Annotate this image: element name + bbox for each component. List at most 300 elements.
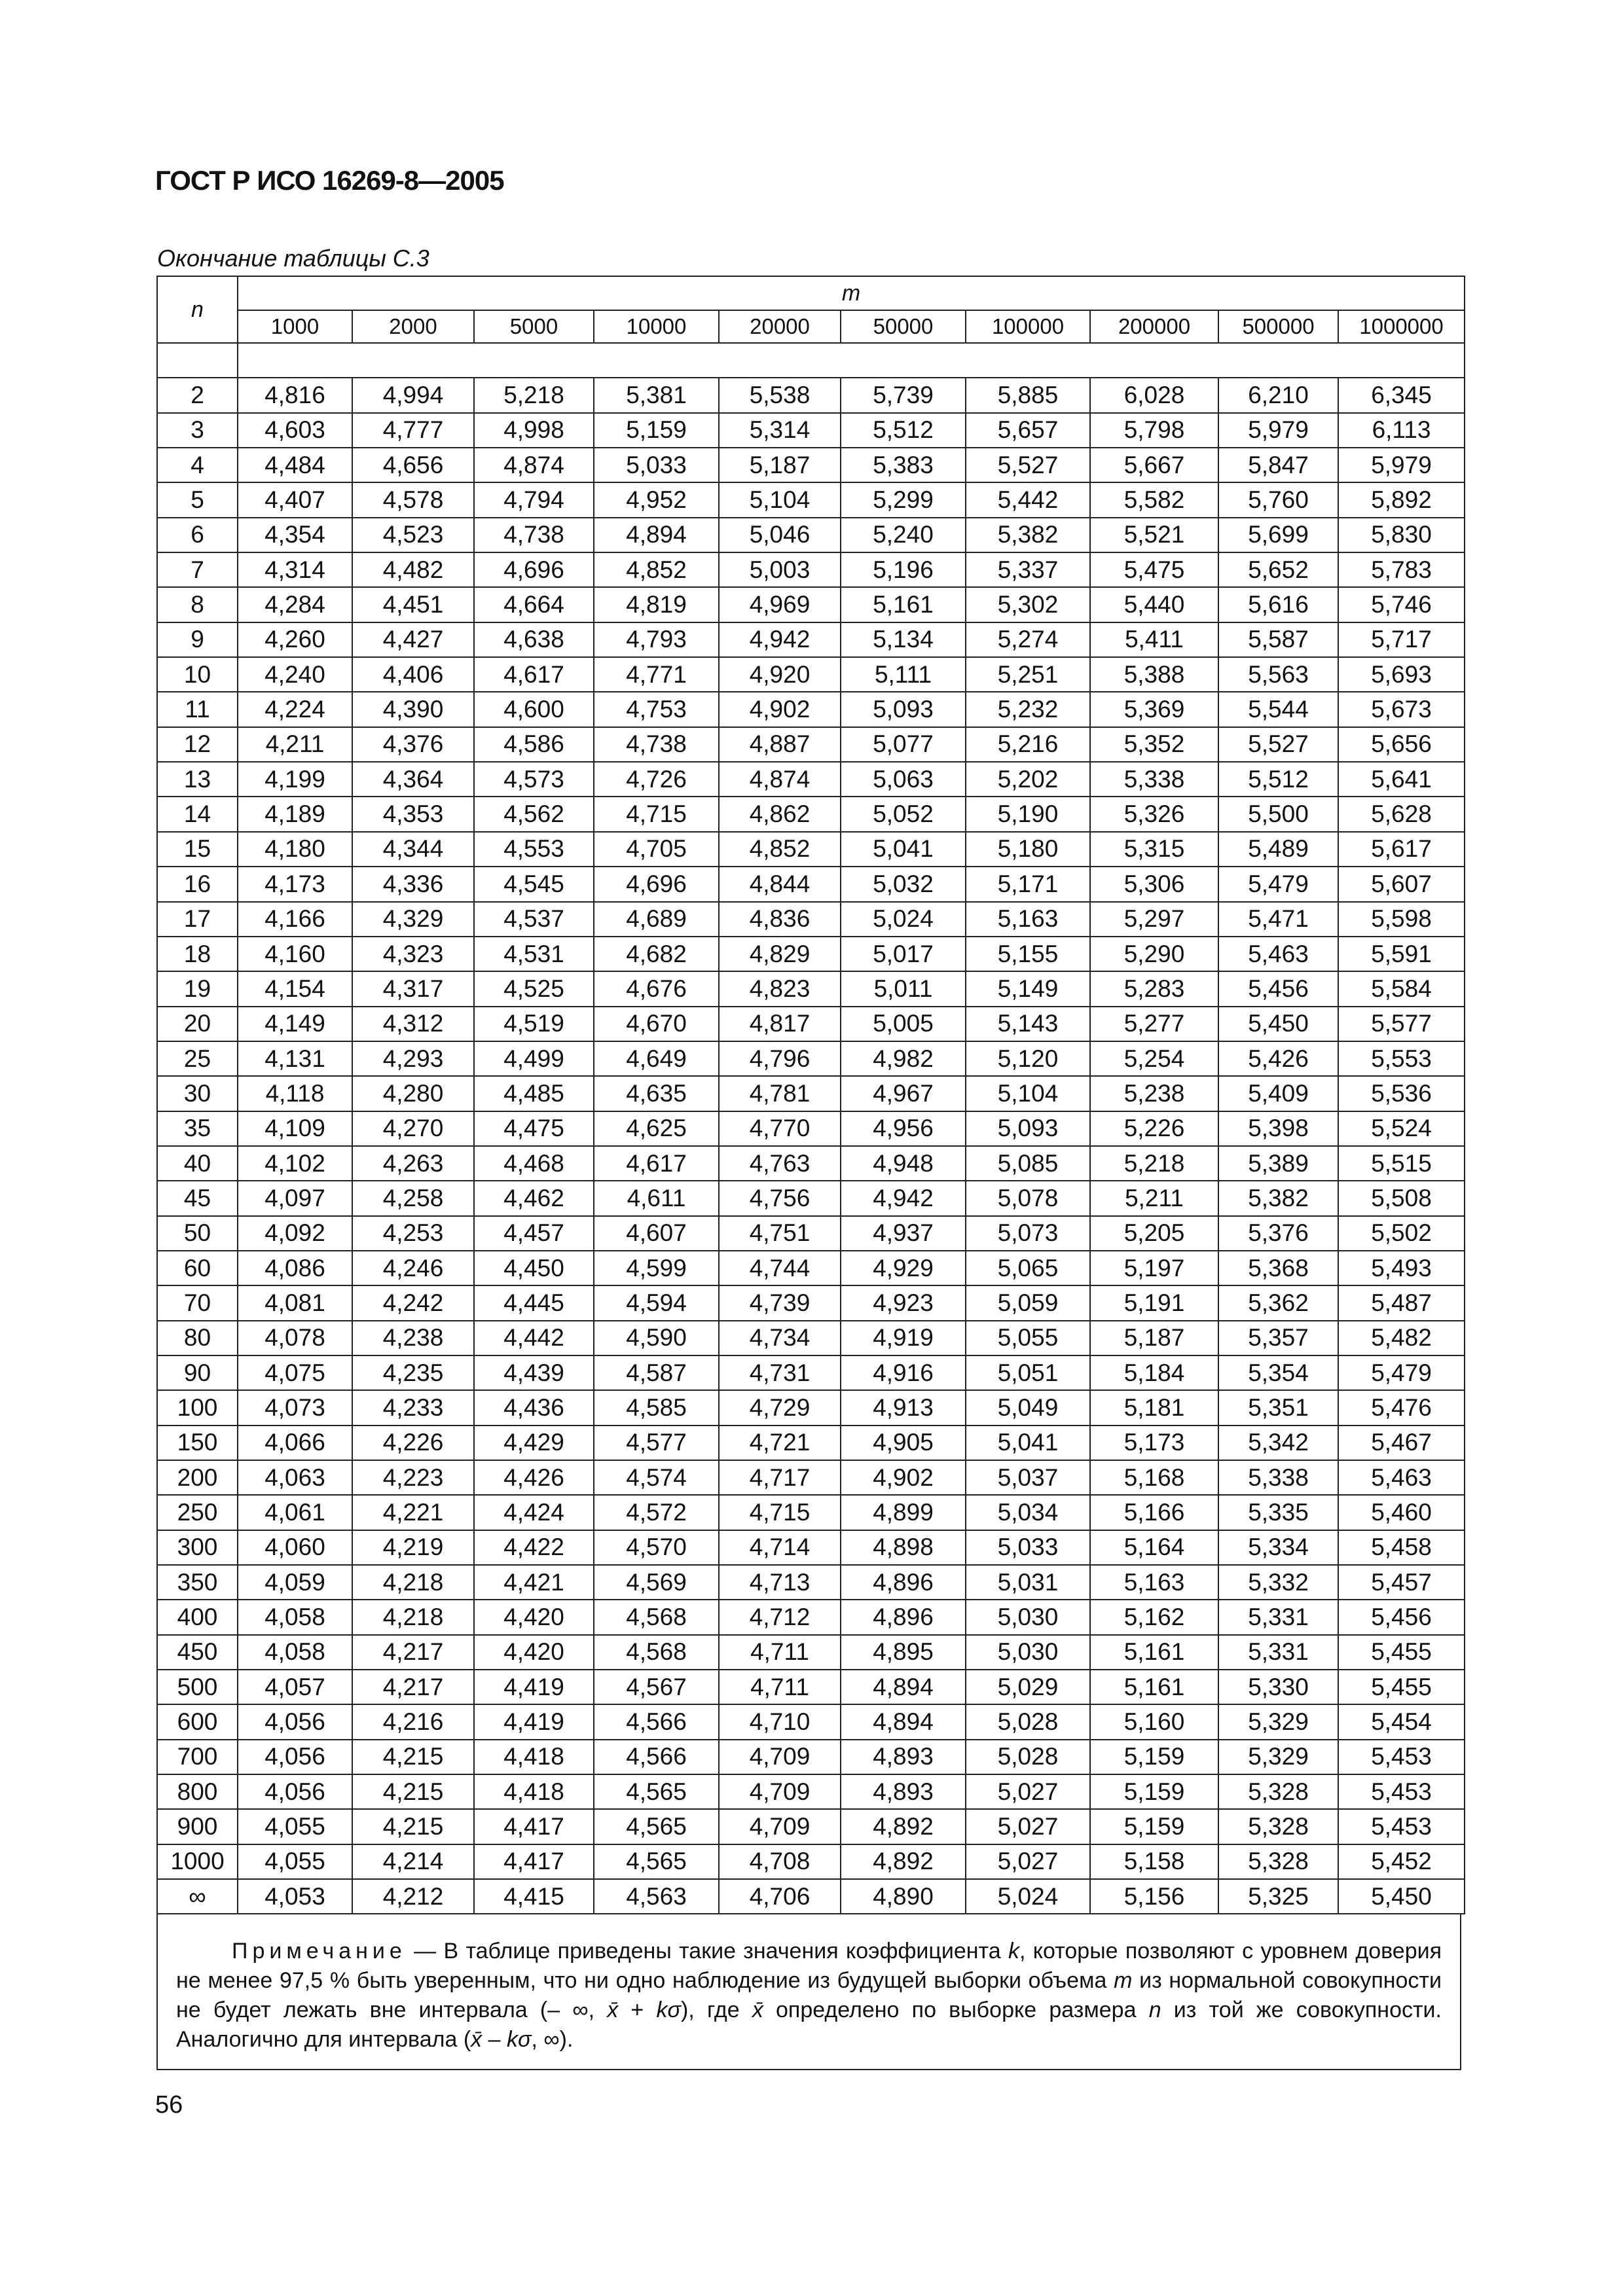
- table-cell: 4,056: [238, 1740, 352, 1774]
- table-cell: 4,563: [594, 1879, 719, 1914]
- table-cell: 4,794: [474, 482, 594, 517]
- table-cell: 4,771: [594, 657, 719, 692]
- table-row: [157, 1146, 1465, 1181]
- table-cell: 5,334: [1218, 1530, 1338, 1565]
- table-row: [157, 448, 1465, 482]
- table-cell: 5,166: [1090, 1495, 1218, 1530]
- table-cell: 4,525: [474, 971, 594, 1006]
- table-cell: 4,590: [594, 1321, 719, 1355]
- table-row: [157, 1355, 1465, 1390]
- table-cell: 5,159: [594, 413, 719, 448]
- table-cell: 4,056: [238, 1704, 352, 1739]
- table-cell: 4,796: [719, 1041, 841, 1076]
- table-row: [157, 797, 1465, 831]
- table-cell: 5,161: [1090, 1635, 1218, 1670]
- table-cell: 5,073: [966, 1216, 1090, 1251]
- table-cell: 5,337: [966, 552, 1090, 587]
- row-label-n: 300: [157, 1530, 238, 1565]
- table-cell: 5,455: [1338, 1635, 1465, 1670]
- table-cell: 4,770: [719, 1111, 841, 1146]
- table-cell: 4,312: [352, 1007, 474, 1041]
- table-cell: 4,763: [719, 1146, 841, 1181]
- row-label-n: 40: [157, 1146, 238, 1181]
- note-xbar: x̄: [752, 1998, 763, 2023]
- table-cell: 5,328: [1218, 1844, 1338, 1879]
- coefficient-table: [156, 276, 1465, 1914]
- column-header: 20000: [719, 310, 841, 343]
- table-cell: 4,676: [594, 971, 719, 1006]
- table-cell: 4,131: [238, 1041, 352, 1076]
- table-cell: 4,714: [719, 1530, 841, 1565]
- table-cell: 5,463: [1218, 937, 1338, 971]
- table-cell: 5,032: [841, 867, 966, 901]
- table-cell: 5,120: [966, 1041, 1090, 1076]
- table-cell: 4,055: [238, 1844, 352, 1879]
- table-cell: 5,163: [966, 902, 1090, 937]
- table-cell: 4,323: [352, 937, 474, 971]
- table-cell: 5,369: [1090, 692, 1218, 726]
- table-cell: 4,537: [474, 902, 594, 937]
- table-cell: 5,033: [594, 448, 719, 482]
- table-cell: 5,388: [1090, 657, 1218, 692]
- table-cell: 5,331: [1218, 1600, 1338, 1634]
- table-cell: 4,709: [719, 1740, 841, 1774]
- row-label-n: 600: [157, 1704, 238, 1739]
- table-cell: 4,862: [719, 797, 841, 831]
- table-cell: 5,143: [966, 1007, 1090, 1041]
- table-cell: 5,553: [1338, 1041, 1465, 1076]
- table-cell: 4,577: [594, 1426, 719, 1460]
- table-cell: 4,270: [352, 1111, 474, 1146]
- table-cell: 5,093: [841, 692, 966, 726]
- table-row: [157, 762, 1465, 797]
- table-cell: 5,029: [966, 1670, 1090, 1704]
- table-cell: 5,508: [1338, 1181, 1465, 1215]
- table-cell: 5,463: [1338, 1460, 1465, 1495]
- table-cell: 4,058: [238, 1635, 352, 1670]
- table-row: [157, 1740, 1465, 1774]
- table-cell: 4,235: [352, 1355, 474, 1390]
- column-header: 1000000: [1338, 310, 1465, 343]
- table-cell: 4,420: [474, 1600, 594, 1634]
- table-cell: 4,899: [841, 1495, 966, 1530]
- table-cell: 4,314: [238, 552, 352, 587]
- page-number: 56: [155, 2091, 183, 2119]
- table-cell: 5,191: [1090, 1285, 1218, 1320]
- table-cell: 5,452: [1338, 1844, 1465, 1879]
- row-label-n: 14: [157, 797, 238, 831]
- row-label-n: 11: [157, 692, 238, 726]
- table-cell: 4,902: [719, 692, 841, 726]
- table-cell: 5,453: [1338, 1774, 1465, 1809]
- table-cell: 5,455: [1338, 1670, 1465, 1704]
- table-cell: 4,102: [238, 1146, 352, 1181]
- table-cell: 5,521: [1090, 518, 1218, 552]
- table-cell: 4,756: [719, 1181, 841, 1215]
- note-text: В таблице приведены такие значения коэффициента: [443, 1939, 1008, 1964]
- table-cell: 5,302: [966, 587, 1090, 622]
- table-cell: 4,874: [719, 762, 841, 797]
- table-cell: 4,689: [594, 902, 719, 937]
- table-cell: 5,426: [1218, 1041, 1338, 1076]
- table-cell: 4,376: [352, 727, 474, 762]
- table-cell: 4,421: [474, 1565, 594, 1600]
- table-cell: 4,896: [841, 1600, 966, 1634]
- table-row: [157, 587, 1465, 622]
- table-cell: 5,104: [966, 1076, 1090, 1111]
- table-cell: 5,187: [719, 448, 841, 482]
- table-cell: 5,717: [1338, 622, 1465, 657]
- table-cell: 4,852: [719, 832, 841, 867]
- table-cell: 5,290: [1090, 937, 1218, 971]
- table-cell: 4,781: [719, 1076, 841, 1111]
- table-cell: 5,544: [1218, 692, 1338, 726]
- table-cell: 4,442: [474, 1321, 594, 1355]
- note-ksigma: kσ: [656, 1998, 682, 2023]
- table-cell: 5,205: [1090, 1216, 1218, 1251]
- table-cell: 5,306: [1090, 867, 1218, 901]
- table-cell: 5,338: [1090, 762, 1218, 797]
- table-cell: 5,830: [1338, 518, 1465, 552]
- table-row: [157, 1844, 1465, 1879]
- table-cell: 5,577: [1338, 1007, 1465, 1041]
- table-cell: 5,104: [719, 482, 841, 517]
- table-cell: 4,215: [352, 1740, 474, 1774]
- table-row: [157, 937, 1465, 971]
- table-cell: 4,715: [594, 797, 719, 831]
- note-text: из нормальной совокупности не будет лежать вне интервала (– ∞,: [176, 1968, 1442, 2023]
- table-row: [157, 1460, 1465, 1495]
- table-cell: 4,419: [474, 1704, 594, 1739]
- row-label-n: 900: [157, 1809, 238, 1844]
- row-label-n: 250: [157, 1495, 238, 1530]
- row-label-n: 2: [157, 378, 238, 412]
- table-cell: 5,251: [966, 657, 1090, 692]
- table-cell: 5,783: [1338, 552, 1465, 587]
- table-cell: 5,332: [1218, 1565, 1338, 1600]
- table-cell: 5,693: [1338, 657, 1465, 692]
- table-cell: 5,171: [966, 867, 1090, 901]
- table-cell: 6,028: [1090, 378, 1218, 412]
- table-cell: 4,717: [719, 1460, 841, 1495]
- row-label-n: 200: [157, 1460, 238, 1495]
- table-cell: 4,390: [352, 692, 474, 726]
- table-cell: 4,475: [474, 1111, 594, 1146]
- table-row: [157, 1111, 1465, 1146]
- table-cell: 5,527: [1218, 727, 1338, 762]
- table-cell: 5,216: [966, 727, 1090, 762]
- table-cell: 5,607: [1338, 867, 1465, 901]
- table-cell: 5,398: [1218, 1111, 1338, 1146]
- table-cell: 4,097: [238, 1181, 352, 1215]
- table-cell: 5,746: [1338, 587, 1465, 622]
- table-cell: 5,155: [966, 937, 1090, 971]
- table-cell: 4,451: [352, 587, 474, 622]
- table-cell: 4,715: [719, 1495, 841, 1530]
- table-row: [157, 692, 1465, 726]
- table-cell: 4,329: [352, 902, 474, 937]
- row-label-n: 20: [157, 1007, 238, 1041]
- table-cell: 5,563: [1218, 657, 1338, 692]
- table-cell: 5,003: [719, 552, 841, 587]
- table-cell: 5,885: [966, 378, 1090, 412]
- table-cell: 5,591: [1338, 937, 1465, 971]
- table-cell: 5,338: [1218, 1460, 1338, 1495]
- table-cell: 5,471: [1218, 902, 1338, 937]
- table-cell: 5,450: [1218, 1007, 1338, 1041]
- table-cell: 4,199: [238, 762, 352, 797]
- table-cell: 6,113: [1338, 413, 1465, 448]
- table-cell: 5,383: [841, 448, 966, 482]
- table-cell: 5,500: [1218, 797, 1338, 831]
- table-cell: 5,149: [966, 971, 1090, 1006]
- table-cell: 4,545: [474, 867, 594, 901]
- table-cell: 4,419: [474, 1670, 594, 1704]
- note-ksigma: kσ: [506, 2027, 532, 2053]
- spacer-cell: [157, 343, 238, 378]
- table-cell: 4,212: [352, 1879, 474, 1914]
- table-cell: 4,638: [474, 622, 594, 657]
- table-cell: 5,173: [1090, 1426, 1218, 1460]
- table-cell: 4,937: [841, 1216, 966, 1251]
- table-cell: 4,260: [238, 622, 352, 657]
- table-cell: 4,233: [352, 1390, 474, 1425]
- table-body: [157, 343, 1465, 1914]
- table-cell: 4,364: [352, 762, 474, 797]
- note-xbar: x̄: [607, 1998, 619, 2023]
- table-cell: 4,258: [352, 1181, 474, 1215]
- table-cell: 6,210: [1218, 378, 1338, 412]
- table-cell: 4,656: [352, 448, 474, 482]
- table-cell: 4,711: [719, 1670, 841, 1704]
- table-cell: 4,059: [238, 1565, 352, 1600]
- table-cell: 4,565: [594, 1809, 719, 1844]
- row-header-n: n: [157, 276, 238, 343]
- table-cell: 5,368: [1218, 1251, 1338, 1285]
- table-cell: 4,223: [352, 1460, 474, 1495]
- table-cell: 4,562: [474, 797, 594, 831]
- table-cell: 5,475: [1090, 552, 1218, 587]
- table-cell: 4,429: [474, 1426, 594, 1460]
- column-header-row: [157, 310, 1465, 343]
- table-cell: 4,180: [238, 832, 352, 867]
- note-text: из той же совокупности. Аналогично для интервала (: [176, 1998, 1442, 2053]
- table-cell: 5,028: [966, 1740, 1090, 1774]
- table-cell: 4,998: [474, 413, 594, 448]
- table-row: [157, 1181, 1465, 1215]
- table-cell: 4,081: [238, 1285, 352, 1320]
- row-label-n: 5: [157, 482, 238, 517]
- table-cell: 5,381: [594, 378, 719, 412]
- row-label-n: 13: [157, 762, 238, 797]
- table-cell: 4,952: [594, 482, 719, 517]
- table-cell: 5,536: [1338, 1076, 1465, 1111]
- table-cell: 4,923: [841, 1285, 966, 1320]
- table-cell: 4,611: [594, 1181, 719, 1215]
- table-cell: 4,706: [719, 1879, 841, 1914]
- table-note: [156, 1914, 1461, 2070]
- table-cell: 4,226: [352, 1426, 474, 1460]
- table-cell: 5,479: [1218, 867, 1338, 901]
- group-header-m: m: [238, 276, 1465, 310]
- table-cell: 4,753: [594, 692, 719, 726]
- table-cell: 5,598: [1338, 902, 1465, 937]
- row-label-n: 500: [157, 1670, 238, 1704]
- table-cell: 5,184: [1090, 1355, 1218, 1390]
- table-cell: 4,445: [474, 1285, 594, 1320]
- table-cell: 5,161: [841, 587, 966, 622]
- table-cell: 4,664: [474, 587, 594, 622]
- table-cell: 4,894: [594, 518, 719, 552]
- table-cell: 4,066: [238, 1426, 352, 1460]
- table-row: [157, 1809, 1465, 1844]
- table-cell: 4,565: [594, 1774, 719, 1809]
- table-cell: 4,426: [474, 1460, 594, 1495]
- table-cell: 4,189: [238, 797, 352, 831]
- table-cell: 4,354: [238, 518, 352, 552]
- table-cell: 4,887: [719, 727, 841, 762]
- table-cell: 4,499: [474, 1041, 594, 1076]
- table-cell: 4,967: [841, 1076, 966, 1111]
- table-cell: 4,913: [841, 1390, 966, 1425]
- table-row: [157, 1635, 1465, 1670]
- table-cell: 4,218: [352, 1565, 474, 1600]
- table-cell: 4,417: [474, 1844, 594, 1879]
- table-cell: 4,948: [841, 1146, 966, 1181]
- table-cell: 4,874: [474, 448, 594, 482]
- table-cell: 4,468: [474, 1146, 594, 1181]
- column-header: 500000: [1218, 310, 1338, 343]
- row-label-n: 16: [157, 867, 238, 901]
- column-header: 10000: [594, 310, 719, 343]
- table-row: [157, 1565, 1465, 1600]
- table-cell: 4,994: [352, 378, 474, 412]
- table-cell: 5,382: [966, 518, 1090, 552]
- table-cell: 4,060: [238, 1530, 352, 1565]
- table-cell: 5,411: [1090, 622, 1218, 657]
- table-cell: 4,892: [841, 1809, 966, 1844]
- table-cell: 5,299: [841, 482, 966, 517]
- table-cell: 5,041: [841, 832, 966, 867]
- table-cell: 4,063: [238, 1460, 352, 1495]
- table-cell: 5,357: [1218, 1321, 1338, 1355]
- table-cell: 5,454: [1338, 1704, 1465, 1739]
- table-cell: 4,418: [474, 1774, 594, 1809]
- table-cell: 5,180: [966, 832, 1090, 867]
- row-label-n: 90: [157, 1355, 238, 1390]
- table-cell: 4,956: [841, 1111, 966, 1146]
- table-cell: 4,462: [474, 1181, 594, 1215]
- table-cell: 5,028: [966, 1704, 1090, 1739]
- table-cell: 4,635: [594, 1076, 719, 1111]
- table-cell: 5,354: [1218, 1355, 1338, 1390]
- table-cell: 5,457: [1338, 1565, 1465, 1600]
- table-cell: 4,894: [841, 1670, 966, 1704]
- table-cell: 4,057: [238, 1670, 352, 1704]
- note-dash: —: [406, 1939, 444, 1964]
- table-cell: 4,253: [352, 1216, 474, 1251]
- row-label-n: 1000: [157, 1844, 238, 1879]
- table-cell: 5,160: [1090, 1704, 1218, 1739]
- table-cell: 4,570: [594, 1530, 719, 1565]
- spacer-cell: [238, 343, 1465, 378]
- table-cell: 5,190: [966, 797, 1090, 831]
- table-cell: 4,709: [719, 1774, 841, 1809]
- table-cell: 4,422: [474, 1530, 594, 1565]
- table-cell: 4,439: [474, 1355, 594, 1390]
- table-cell: 4,919: [841, 1321, 966, 1355]
- note-k: k: [1008, 1939, 1019, 1964]
- table-cell: 4,902: [841, 1460, 966, 1495]
- table-cell: 5,077: [841, 727, 966, 762]
- table-cell: 4,568: [594, 1635, 719, 1670]
- table-row: [157, 1285, 1465, 1320]
- table-cell: 5,699: [1218, 518, 1338, 552]
- table-cell: 5,667: [1090, 448, 1218, 482]
- table-row: [157, 622, 1465, 657]
- table-cell: 4,649: [594, 1041, 719, 1076]
- table-cell: 4,565: [594, 1844, 719, 1879]
- table-cell: 5,476: [1338, 1390, 1465, 1425]
- table-cell: 5,238: [1090, 1076, 1218, 1111]
- note-text: , ∞).: [531, 2027, 574, 2053]
- table-cell: 5,587: [1218, 622, 1338, 657]
- table-cell: 4,336: [352, 867, 474, 901]
- table-cell: 4,078: [238, 1321, 352, 1355]
- note-label: Примечание: [232, 1939, 407, 1964]
- table-cell: 4,594: [594, 1285, 719, 1320]
- table-cell: 5,046: [719, 518, 841, 552]
- row-label-n: 3: [157, 413, 238, 448]
- row-label-n: 30: [157, 1076, 238, 1111]
- table-cell: 5,328: [1218, 1774, 1338, 1809]
- table-cell: 4,905: [841, 1426, 966, 1460]
- table-cell: 4,816: [238, 378, 352, 412]
- table-cell: 5,063: [841, 762, 966, 797]
- table-cell: 4,942: [841, 1181, 966, 1215]
- table-cell: 4,777: [352, 413, 474, 448]
- row-label-n: 12: [157, 727, 238, 762]
- note-text: , которые позволяют с уровнем доверия не менее 97,5 % быть уверенным, что ни одно наблюдение из будущей выборки объема: [176, 1939, 1442, 1994]
- table-row: [157, 867, 1465, 901]
- table-row: [157, 1495, 1465, 1530]
- table-cell: 4,587: [594, 1355, 719, 1390]
- header-spacer-row: [157, 343, 1465, 378]
- table-cell: 4,238: [352, 1321, 474, 1355]
- table-cell: 4,263: [352, 1146, 474, 1181]
- column-header: 2000: [352, 310, 474, 343]
- table-cell: 5,440: [1090, 587, 1218, 622]
- table-cell: 5,328: [1218, 1809, 1338, 1844]
- table-cell: 5,134: [841, 622, 966, 657]
- table-cell: 5,055: [966, 1321, 1090, 1355]
- table-cell: 5,453: [1338, 1809, 1465, 1844]
- table-cell: 4,215: [352, 1774, 474, 1809]
- table-cell: 4,600: [474, 692, 594, 726]
- table-cell: 4,482: [352, 552, 474, 587]
- table-cell: 4,118: [238, 1076, 352, 1111]
- column-header: 5000: [474, 310, 594, 343]
- table-cell: 4,710: [719, 1704, 841, 1739]
- table-cell: 5,616: [1218, 587, 1338, 622]
- table-cell: 5,164: [1090, 1530, 1218, 1565]
- table-cell: 5,033: [966, 1530, 1090, 1565]
- table-cell: 5,351: [1218, 1390, 1338, 1425]
- table-cell: 4,450: [474, 1251, 594, 1285]
- table-cell: 4,224: [238, 692, 352, 726]
- table-container: [156, 276, 1491, 2070]
- table-cell: 5,657: [966, 413, 1090, 448]
